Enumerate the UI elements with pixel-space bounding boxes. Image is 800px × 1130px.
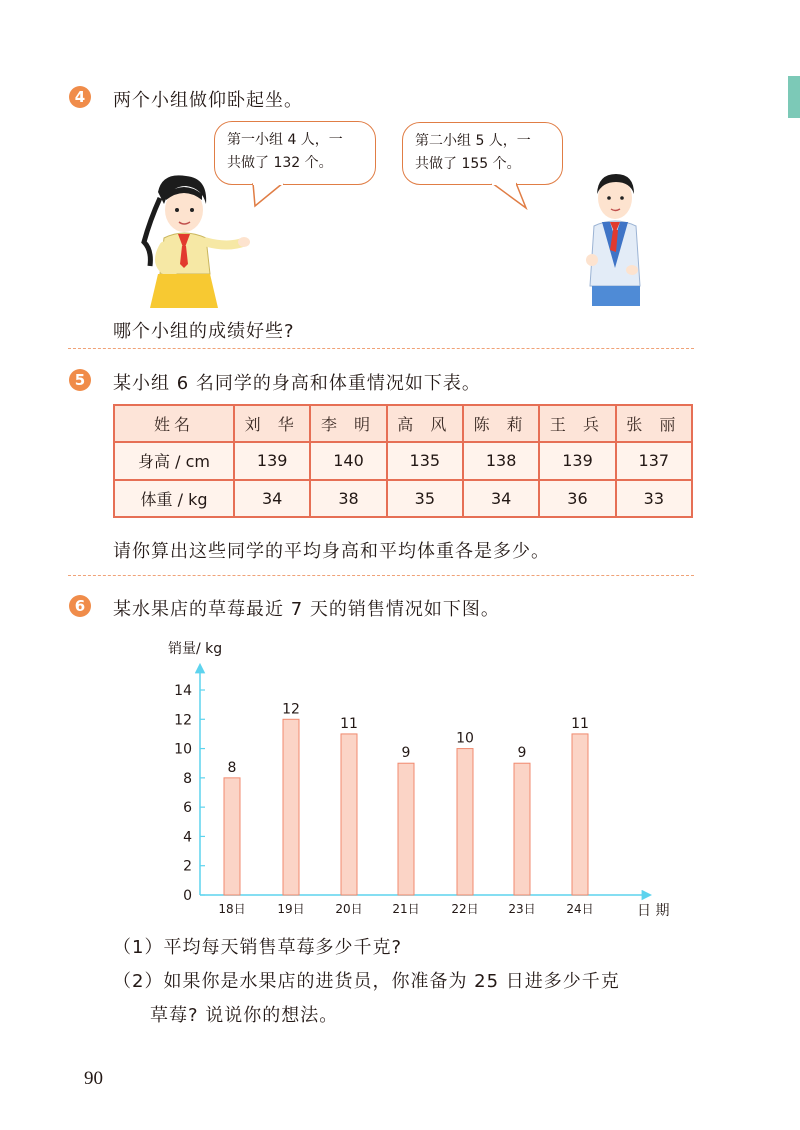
bar [341, 734, 357, 895]
bar-value-label: 11 [571, 715, 589, 732]
girl-illustration [136, 170, 251, 310]
x-tick-label: 19日 [277, 902, 305, 916]
bar-value-label: 10 [456, 730, 474, 747]
sales-bar-chart [150, 630, 690, 930]
y-tick-label: 2 [183, 858, 192, 875]
problem-5-text: 某小组 6 名同学的身高和体重情况如下表。 [113, 373, 481, 394]
y-tick-label: 14 [174, 683, 192, 699]
y-axis-label: 销量/ kg [168, 641, 223, 657]
table-header-cell: 陈 莉 [463, 405, 539, 442]
table-cell: 34 [463, 480, 539, 517]
table-header-cell: 李 明 [310, 405, 386, 442]
problem-5-badge: 5 [69, 369, 91, 391]
table-cell: 35 [387, 480, 463, 517]
problem-4-badge: 4 [69, 86, 91, 108]
bubble-left-tail [245, 182, 289, 208]
table-cell: 38 [310, 480, 386, 517]
x-tick-label: 23日 [508, 902, 536, 916]
page-side-tab [788, 76, 800, 118]
x-tick-label: 21日 [392, 902, 420, 916]
bubble-left-line-1: 第一小组 4 人，一 [227, 132, 343, 148]
table-header-cell: 张 丽 [616, 405, 692, 442]
y-tick-label: 0 [183, 888, 192, 904]
bubble-right-line-2: 共做了 155 个。 [415, 156, 521, 172]
sub-question-1: （1）平均每天销售草莓多少千克? [113, 937, 403, 958]
speech-bubble-right [402, 122, 563, 185]
table-cell: 140 [310, 442, 386, 479]
y-tick-label: 8 [183, 770, 192, 787]
table-cell: 137 [616, 442, 692, 479]
y-tick-label: 6 [183, 800, 192, 817]
row-label: 体重 / kg [114, 480, 234, 517]
divider-1 [68, 348, 694, 349]
bar-value-label: 8 [227, 759, 237, 776]
bar-value-label: 12 [282, 701, 300, 718]
bar [514, 763, 530, 895]
x-axis-label: 日 期 [637, 903, 670, 919]
table-cell: 33 [616, 480, 692, 517]
table-cell: 34 [234, 480, 310, 517]
table-cell: 139 [539, 442, 615, 479]
problem-6-badge: 6 [69, 595, 91, 617]
table-row [114, 442, 692, 479]
row-label: 身高 / cm [114, 442, 234, 479]
height-weight-table [113, 404, 693, 518]
bar [398, 763, 414, 895]
table-header-row [114, 405, 692, 442]
y-tick-label: 4 [183, 829, 192, 846]
x-tick-label: 18日 [218, 902, 246, 916]
table-header-cell: 刘 华 [234, 405, 310, 442]
table-header-cell: 姓名 [114, 405, 234, 442]
bar [457, 749, 473, 895]
bar [224, 778, 240, 895]
table-cell: 138 [463, 442, 539, 479]
problem-5-question: 请你算出这些同学的平均身高和平均体重各是多少。 [113, 541, 550, 562]
bubble-right-tail [488, 182, 532, 210]
table-cell: 135 [387, 442, 463, 479]
table-cell: 36 [539, 480, 615, 517]
page-number: 90 [84, 1068, 103, 1089]
table-cell: 139 [234, 442, 310, 479]
divider-2 [68, 575, 694, 576]
boy-illustration [580, 168, 650, 308]
sub-question-2-cont: 草莓? 说说你的想法。 [150, 1005, 339, 1026]
bar-value-label: 9 [401, 745, 411, 762]
sub-question-2: （2）如果你是水果店的进货员，你准备为 25 日进多少千克 [113, 971, 620, 992]
y-tick-label: 12 [174, 712, 192, 729]
bar [572, 734, 588, 895]
bar-value-label: 9 [517, 745, 527, 762]
y-tick-label: 10 [174, 741, 192, 758]
bar-value-label: 11 [340, 715, 358, 732]
bar [283, 719, 299, 895]
problem-6-text: 某水果店的草莓最近 7 天的销售情况如下图。 [113, 599, 500, 620]
bubble-left-line-2: 共做了 132 个。 [227, 155, 333, 171]
x-tick-label: 20日 [335, 902, 363, 916]
problem-4-text: 两个小组做仰卧起坐。 [113, 90, 303, 111]
x-tick-label: 22日 [451, 902, 479, 916]
x-tick-label: 24日 [566, 902, 594, 916]
table-header-cell: 王 兵 [539, 405, 615, 442]
table-header-cell: 高 风 [387, 405, 463, 442]
bubble-right-line-1: 第二小组 5 人，一 [415, 133, 531, 149]
problem-4-question: 哪个小组的成绩好些? [113, 321, 295, 342]
table-row [114, 480, 692, 517]
